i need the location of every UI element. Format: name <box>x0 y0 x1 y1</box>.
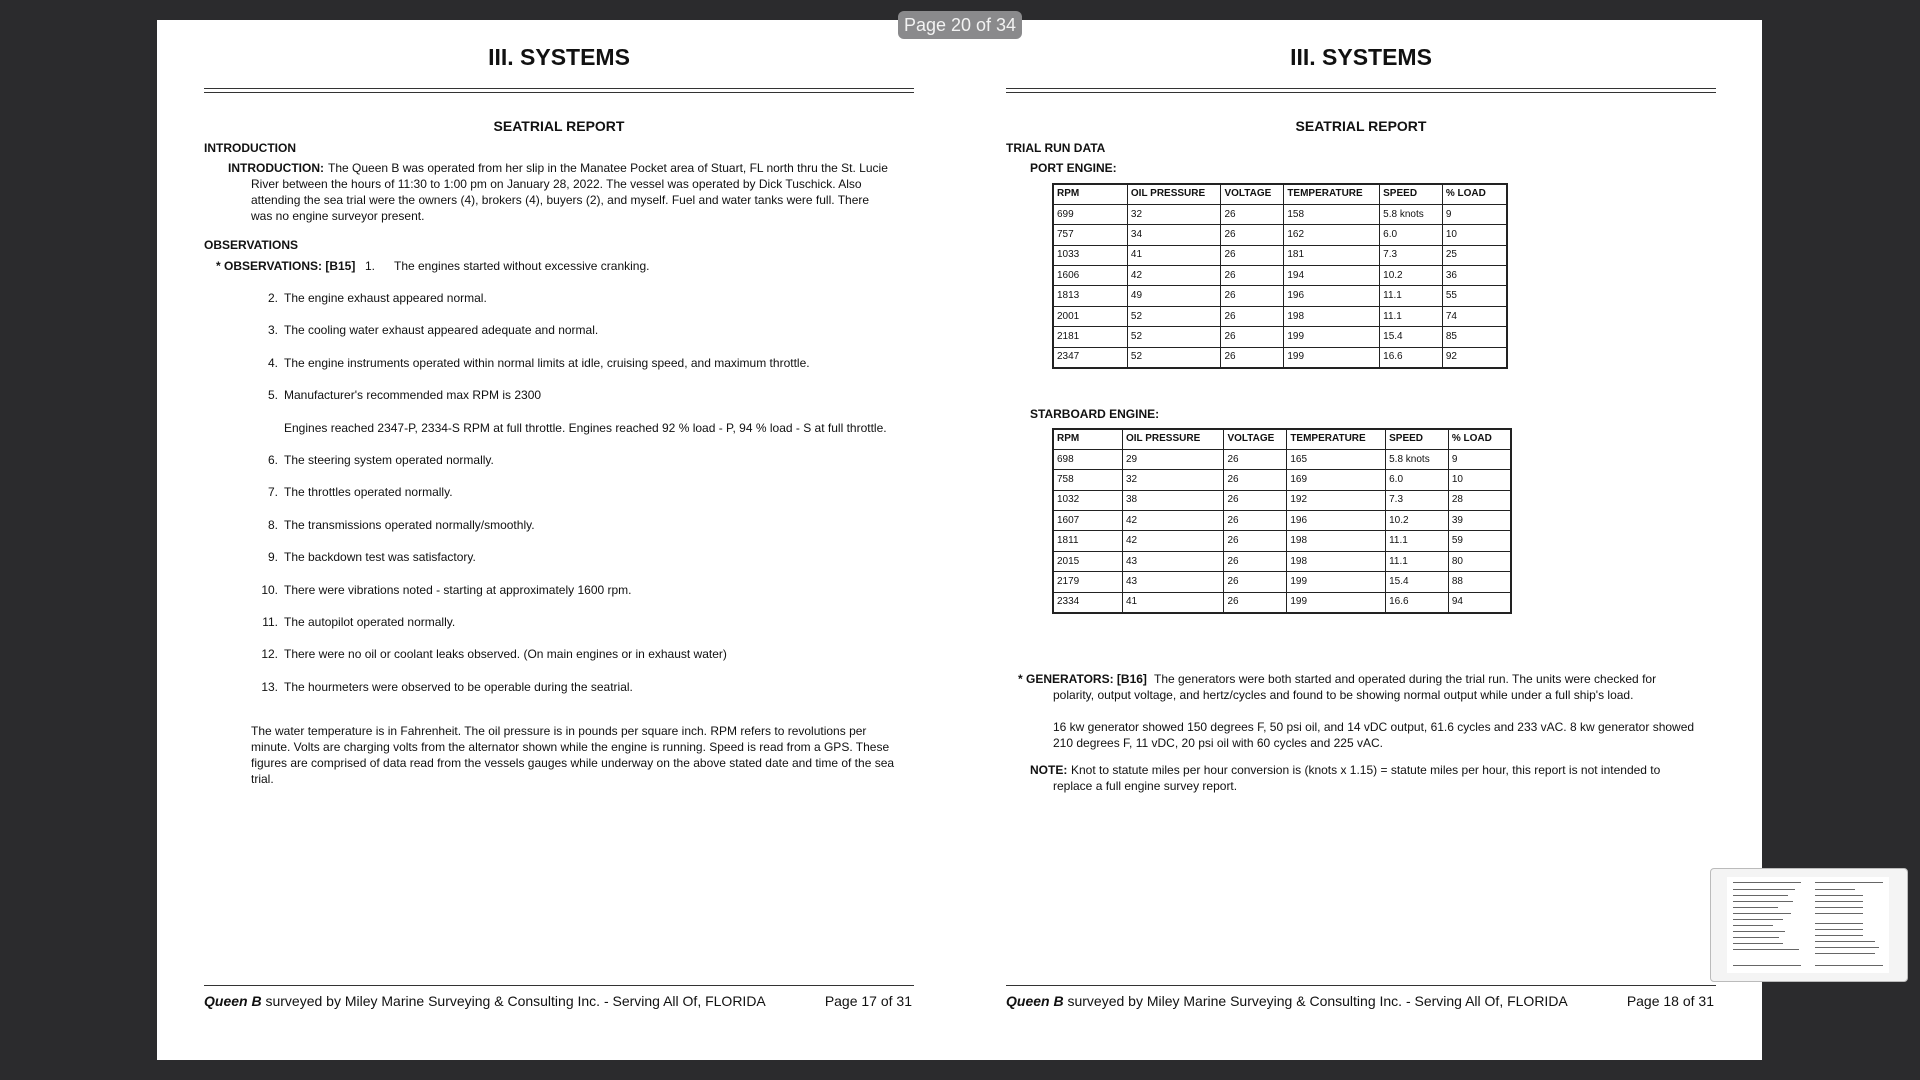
page-thumbnail[interactable] <box>1710 868 1908 982</box>
table-cell: 43 <box>1122 572 1223 592</box>
list-item: Engines reached 2347-P, 2334-S RPM at full throttle. Engines reached 92 % load - P, 94 % load - S at full throttle. <box>284 420 887 435</box>
table-cell: 192 <box>1287 490 1386 510</box>
intro-heading: INTRODUCTION <box>204 141 296 155</box>
footer-surveyor: surveyed by Miley Marine Surveying & Consulting Inc. - Serving All Of, FLORIDA <box>265 993 766 1009</box>
generators-detail-line: 16 kw generator showed 150 degrees F, 50 psi oil, and 14 vDC output, 61.6 cycles and 233 vAC. 8 kw generator showed <box>1053 720 1695 734</box>
table-cell: 198 <box>1287 551 1386 571</box>
title-rule <box>1006 88 1716 89</box>
table-cell: 158 <box>1284 204 1380 224</box>
starboard-engine-heading: STARBOARD ENGINE: <box>1030 407 1160 421</box>
table-cell: 1813 <box>1053 286 1127 306</box>
closing-text-line: The water temperature is in Fahrenheit. The oil pressure is in pounds per square inch. RPM refers to revolutions per <box>251 724 867 738</box>
observations-label: * OBSERVATIONS: [B15] <box>216 259 356 273</box>
table-cell: 9 <box>1442 204 1507 224</box>
list-item: 6. The steering system operated normally. <box>267 452 494 467</box>
table-cell: 55 <box>1442 286 1507 306</box>
table-cell: 2181 <box>1053 327 1127 347</box>
table-cell: 41 <box>1127 245 1221 265</box>
report-title: SEATRIAL REPORT <box>493 118 625 134</box>
table-row <box>1053 531 1511 551</box>
table-cell: 26 <box>1221 286 1284 306</box>
table-row <box>1053 490 1511 510</box>
title-rule <box>1006 92 1716 93</box>
table-row <box>1053 225 1507 245</box>
footer-rule <box>204 985 914 986</box>
generators-detail-line: 210 degrees F, 11 vDC, 20 psi oil with 60 cycles and 225 vAC. <box>1053 736 1383 750</box>
table-cell: 6.0 <box>1386 470 1449 490</box>
right-page <box>1006 20 1716 1040</box>
table-cell: 38 <box>1122 490 1223 510</box>
table-cell: 758 <box>1053 470 1122 490</box>
table-cell: 10.2 <box>1386 511 1449 531</box>
table-cell: 52 <box>1127 347 1221 367</box>
table-header-row <box>1053 184 1507 204</box>
table-cell: 169 <box>1287 470 1386 490</box>
table-row <box>1053 306 1507 326</box>
table-cell: 11.1 <box>1386 551 1449 571</box>
table-cell: 26 <box>1221 347 1284 367</box>
table-cell: 2334 <box>1053 592 1122 612</box>
table-cell: 757 <box>1053 225 1127 245</box>
left-page <box>204 20 914 1040</box>
table-row <box>1053 286 1507 306</box>
table-cell: 28 <box>1448 490 1511 510</box>
table-cell: 29 <box>1122 449 1223 469</box>
table-cell: 41 <box>1122 592 1223 612</box>
column-header: OIL PRESSURE <box>1122 429 1223 449</box>
title-rule <box>204 92 914 93</box>
table-cell: 26 <box>1221 327 1284 347</box>
page-indicator: Page 20 of 34 <box>898 11 1022 39</box>
table-cell: 194 <box>1284 266 1380 286</box>
list-item: 7. The throttles operated normally. <box>267 485 453 500</box>
table-cell: 2015 <box>1053 551 1122 571</box>
table-cell: 2179 <box>1053 572 1122 592</box>
intro-text-line: was no engine surveyor present. <box>251 209 425 223</box>
footer-page-number: Page 18 of 31 <box>1626 993 1714 1009</box>
table-cell: 16.6 <box>1386 592 1449 612</box>
generators-label: * GENERATORS: [B16] <box>1018 672 1147 686</box>
intro-text-line: The Queen B was operated from her slip in the Manatee Pocket area of Stuart, FL north thru the St. Lucie <box>328 161 888 175</box>
table-row <box>1053 204 1507 224</box>
list-item: 4. The engine instruments operated within normal limits at idle, cruising speed, and maximum throttle. <box>267 355 810 370</box>
column-header: TEMPERATURE <box>1287 429 1386 449</box>
table-cell: 42 <box>1127 266 1221 286</box>
table-cell: 10 <box>1448 470 1511 490</box>
observations-heading: OBSERVATIONS <box>204 238 299 252</box>
table-cell: 2001 <box>1053 306 1127 326</box>
table-cell: 26 <box>1224 511 1287 531</box>
list-item: 3. The cooling water exhaust appeared adequate and normal. <box>267 323 599 338</box>
intro-label: INTRODUCTION: <box>228 161 324 175</box>
table-cell: 1606 <box>1053 266 1127 286</box>
table-cell: 10.2 <box>1380 266 1443 286</box>
table-cell: 34 <box>1127 225 1221 245</box>
list-item: 13. The hourmeters were observed to be operable during the seatrial. <box>261 679 633 694</box>
table-cell: 26 <box>1221 204 1284 224</box>
table-cell: 7.3 <box>1380 245 1443 265</box>
table-cell: 26 <box>1224 490 1287 510</box>
table-cell: 26 <box>1224 551 1287 571</box>
closing-text-line: trial. <box>251 772 274 786</box>
column-header: VOLTAGE <box>1221 184 1284 204</box>
observations-list <box>250 290 890 711</box>
trial-run-heading: TRIAL RUN DATA <box>1006 141 1106 155</box>
table-cell: 181 <box>1284 245 1380 265</box>
starboard-table-body <box>1053 449 1511 612</box>
table-cell: 26 <box>1221 225 1284 245</box>
table-row <box>1053 449 1511 469</box>
table-cell: 42 <box>1122 511 1223 531</box>
table-cell: 5.8 knots <box>1386 449 1449 469</box>
starboard-engine-table <box>1052 428 1512 614</box>
table-row <box>1053 245 1507 265</box>
table-row <box>1053 266 1507 286</box>
port-engine-table <box>1052 183 1508 369</box>
table-row <box>1053 470 1511 490</box>
port-table-body <box>1053 204 1507 367</box>
observation-number: 1. <box>365 259 376 273</box>
table-cell: 11.1 <box>1386 531 1449 551</box>
table-row <box>1053 592 1511 612</box>
footer-page-number: Page 17 of 31 <box>824 993 912 1009</box>
closing-text-line: minute. Volts are charging volts from the alternator shown while the engine is running. Speed is read from a GPS. These <box>251 740 890 754</box>
table-cell: 26 <box>1221 245 1284 265</box>
list-item: 5. Manufacturer's recommended max RPM is 2300 <box>267 388 542 403</box>
table-cell: 199 <box>1284 347 1380 367</box>
thumbnail-preview <box>1727 877 1889 973</box>
table-cell: 26 <box>1224 572 1287 592</box>
table-cell: 16.6 <box>1380 347 1443 367</box>
table-cell: 88 <box>1448 572 1511 592</box>
table-header-row <box>1053 429 1511 449</box>
table-cell: 196 <box>1287 511 1386 531</box>
table-cell: 39 <box>1448 511 1511 531</box>
table-cell: 43 <box>1122 551 1223 571</box>
column-header: SPEED <box>1386 429 1449 449</box>
generators-text-line: The generators were both started and operated during the trial run. The units were checked for <box>1154 672 1657 686</box>
list-item: 2. The engine exhaust appeared normal. <box>267 291 487 305</box>
footer-surveyor: surveyed by Miley Marine Surveying & Consulting Inc. - Serving All Of, FLORIDA <box>1067 993 1568 1009</box>
column-header: RPM <box>1053 184 1127 204</box>
table-cell: 698 <box>1053 449 1122 469</box>
table-cell: 52 <box>1127 306 1221 326</box>
column-header: % LOAD <box>1442 184 1507 204</box>
table-cell: 80 <box>1448 551 1511 571</box>
table-cell: 26 <box>1224 531 1287 551</box>
table-row <box>1053 327 1507 347</box>
table-cell: 162 <box>1284 225 1380 245</box>
column-header: VOLTAGE <box>1224 429 1287 449</box>
table-cell: 32 <box>1127 204 1221 224</box>
table-cell: 26 <box>1224 592 1287 612</box>
table-cell: 6.0 <box>1380 225 1443 245</box>
column-header: SPEED <box>1380 184 1443 204</box>
table-cell: 1033 <box>1053 245 1127 265</box>
generators-text-line: polarity, output voltage, and hertz/cycles and found to be showing normal output while under a full ship's load. <box>1053 688 1634 702</box>
table-cell: 5.8 knots <box>1380 204 1443 224</box>
table-cell: 85 <box>1442 327 1507 347</box>
intro-text-line: River between the hours of 11:30 to 1:00 pm on January 28, 2022. The vessel was operated by Dick Tuschick. Also <box>251 177 862 191</box>
note-text-line: replace a full engine survey report. <box>1053 779 1238 793</box>
table-cell: 26 <box>1221 266 1284 286</box>
table-cell: 7.3 <box>1386 490 1449 510</box>
report-title: SEATRIAL REPORT <box>1295 118 1427 134</box>
note-text-line: Knot to statute miles per hour conversion is (knots x 1.15) = statute miles per hour, this report is not intended to <box>1071 763 1661 777</box>
table-cell: 11.1 <box>1380 306 1443 326</box>
list-item: 10. There were vibrations noted - starting at approximately 1600 rpm. <box>261 582 632 597</box>
table-cell: 26 <box>1224 470 1287 490</box>
list-item: 8. The transmissions operated normally/smoothly. <box>267 517 535 532</box>
table-cell: 26 <box>1224 449 1287 469</box>
section-title: III. SYSTEMS <box>488 44 630 70</box>
table-row <box>1053 347 1507 367</box>
footer-rule <box>1006 985 1716 986</box>
table-cell: 42 <box>1122 531 1223 551</box>
table-cell: 92 <box>1442 347 1507 367</box>
table-cell: 74 <box>1442 306 1507 326</box>
table-row <box>1053 572 1511 592</box>
list-item: 12. There were no oil or coolant leaks observed. (On main engines or in exhaust water) <box>261 647 727 662</box>
section-title: III. SYSTEMS <box>1290 44 1432 70</box>
table-cell: 199 <box>1284 327 1380 347</box>
page-footer <box>1006 992 1716 1010</box>
note-label: NOTE: <box>1030 763 1068 777</box>
table-cell: 199 <box>1287 572 1386 592</box>
table-cell: 1607 <box>1053 511 1122 531</box>
column-header: OIL PRESSURE <box>1127 184 1221 204</box>
table-row <box>1053 511 1511 531</box>
table-cell: 1811 <box>1053 531 1122 551</box>
table-row <box>1053 551 1511 571</box>
table-cell: 52 <box>1127 327 1221 347</box>
column-header: RPM <box>1053 429 1122 449</box>
table-cell: 32 <box>1122 470 1223 490</box>
column-header: % LOAD <box>1448 429 1511 449</box>
table-cell: 25 <box>1442 245 1507 265</box>
table-cell: 198 <box>1284 306 1380 326</box>
intro-text-line: attending the sea trial were the owners (4), brokers (4), buyers (2), and myself. Fuel and water tanks were full. There <box>251 193 870 207</box>
table-cell: 1032 <box>1053 490 1122 510</box>
title-rule <box>204 88 914 89</box>
list-item: 11. The autopilot operated normally. <box>262 614 456 629</box>
table-cell: 199 <box>1287 592 1386 612</box>
table-cell: 49 <box>1127 286 1221 306</box>
footer-vessel-name: Queen B <box>204 993 262 1009</box>
table-cell: 11.1 <box>1380 286 1443 306</box>
table-cell: 36 <box>1442 266 1507 286</box>
table-cell: 15.4 <box>1380 327 1443 347</box>
table-cell: 15.4 <box>1386 572 1449 592</box>
table-cell: 699 <box>1053 204 1127 224</box>
table-cell: 26 <box>1221 306 1284 326</box>
port-engine-heading: PORT ENGINE: <box>1030 161 1117 175</box>
table-cell: 59 <box>1448 531 1511 551</box>
table-cell: 10 <box>1442 225 1507 245</box>
page-footer <box>204 992 914 1010</box>
column-header: TEMPERATURE <box>1284 184 1380 204</box>
observation-text: The engines started without excessive cranking. <box>394 259 650 273</box>
table-cell: 2347 <box>1053 347 1127 367</box>
footer-vessel-name: Queen B <box>1006 993 1064 1009</box>
table-cell: 196 <box>1284 286 1380 306</box>
list-item: 9. The backdown test was satisfactory. <box>267 550 476 565</box>
table-cell: 165 <box>1287 449 1386 469</box>
table-cell: 198 <box>1287 531 1386 551</box>
closing-text-line: figures are comprised of data read from the vessels gauges while underway on the above stated date and time of the sea <box>251 756 895 770</box>
table-cell: 94 <box>1448 592 1511 612</box>
table-cell: 9 <box>1448 449 1511 469</box>
